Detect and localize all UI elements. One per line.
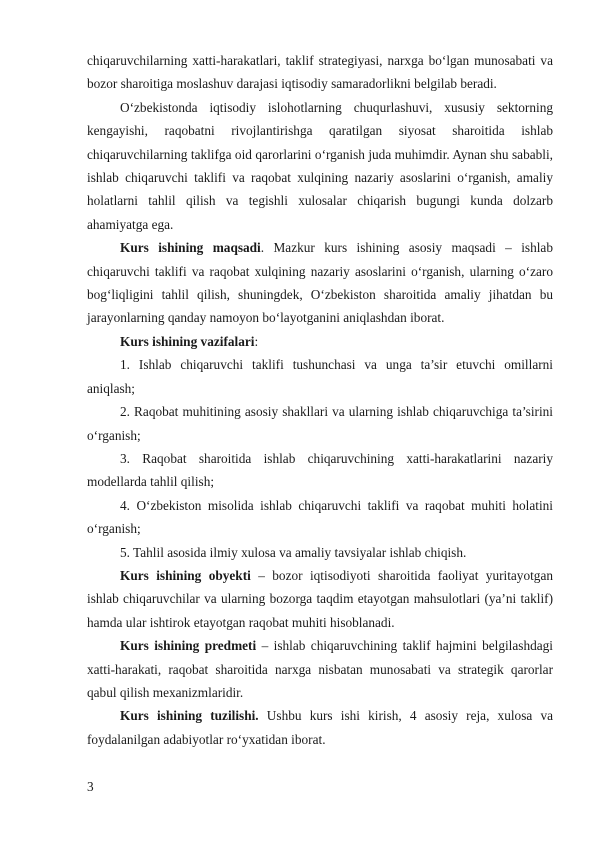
task-item-5: 5. Tahlil asosida ilmiy xulosa va amaliy tavsiyalar ishlab chiqish.	[120, 544, 467, 560]
subject-heading: Kurs ishining predmeti	[120, 638, 257, 654]
paragraph-tasks-heading	[87, 330, 553, 353]
structure-heading: Kurs ishining tuzilishi.	[120, 708, 259, 724]
goal-heading: Kurs ishining maqsadi	[120, 240, 261, 256]
tasks-colon: :	[254, 333, 259, 349]
paragraph-object	[87, 564, 553, 634]
paragraph-subject	[87, 634, 553, 704]
page-number: 3	[87, 779, 94, 794]
paragraph-intro-continuation: chiqaruvchilarning xatti-harakatlari, taklif strategiyasi, narxga bo‘lgan munosabati va bozor sharoitiga moslashuv darajasi iqtisodiy samaradorlikni belgilab beradi.	[87, 53, 553, 92]
object-text: – bozor iqtisodiyoti sharoitida faoliyat yuritayotgan ishlab chiqaruvchilar va ularning bozorga taqdim etayotgan mahsulotlari (ya’ni taklif) hamda ular ishtirok etayotgan raqobat muhiti hisoblanadi.	[87, 567, 553, 630]
task-item-1: 1. Ishlab chiqaruvchi taklifi tushunchasi va unga ta’sir etuvchi omillarni aniqlash;	[87, 357, 553, 396]
task-item-4: 4. O‘zbekiston misolida ishlab chiqaruvchi taklifi va raqobat muhiti holatini o‘rganish;	[87, 497, 553, 537]
subject-text: – ishlab chiqaruvchining taklif hajmini belgilashdagi xatti-harakati, raqobat sharoitida narxga nisbatan munosabati va strategik qarorlar qabul qilish mexanizmlaridir.	[87, 638, 553, 700]
structure-text: Ushbu kurs ishi kirish, 4 asosiy reja, xulosa va foydalanilgan adabiyotlar ro‘yxatidan iborat.	[87, 708, 553, 747]
paragraph-goal	[87, 236, 553, 330]
task-item-2: 2. Raqobat muhitining asosiy shakllari va ularning ishlab chiqaruvchiga ta’sirini o‘rganish;	[87, 404, 553, 443]
task-item-3: 3. Raqobat sharoitida ishlab chiqaruvchining xatti-harakatlarini nazariy modellarda tahlil qilish;	[87, 450, 553, 490]
paragraph-structure	[87, 704, 553, 751]
tasks-heading: Kurs ishining vazifalari	[120, 333, 255, 349]
paragraph-relevance: O‘zbekistonda iqtisodiy islohotlarning chuqurlashuvi, xususiy sektorning kengayishi, raqobatni rivojlantirishga qaratilgan siyosat sharoitida ishlab chiqaruvchilarning taklifga oid qarorlarini o‘rganish juda muhimdir. Aynan shu sababli, ishlab chiqaruvchi taklifi va raqobat xulqining nazariy asoslarini o‘rganish, amaliy holatlarni tahlil qilish va tegishli xulosalar chiqarish bugungi kunda dolzarb ahamiyatga ega.	[87, 99, 553, 232]
body-text	[87, 49, 553, 751]
goal-text: . Mazkur kurs ishining asosiy maqsadi – ishlab chiqaruvchi taklifi va raqobat xulqining nazariy asoslarini o‘rganish, ularning o‘zaro bog‘liqligini tahlil qilish, shuningdek, O‘zbekiston sharoitida amaliy jihatdan bu jarayonlarning qanday namoyon bo‘layotganini aniqlashdan iborat.	[87, 240, 553, 326]
object-heading: Kurs ishining obyekti	[120, 567, 251, 583]
